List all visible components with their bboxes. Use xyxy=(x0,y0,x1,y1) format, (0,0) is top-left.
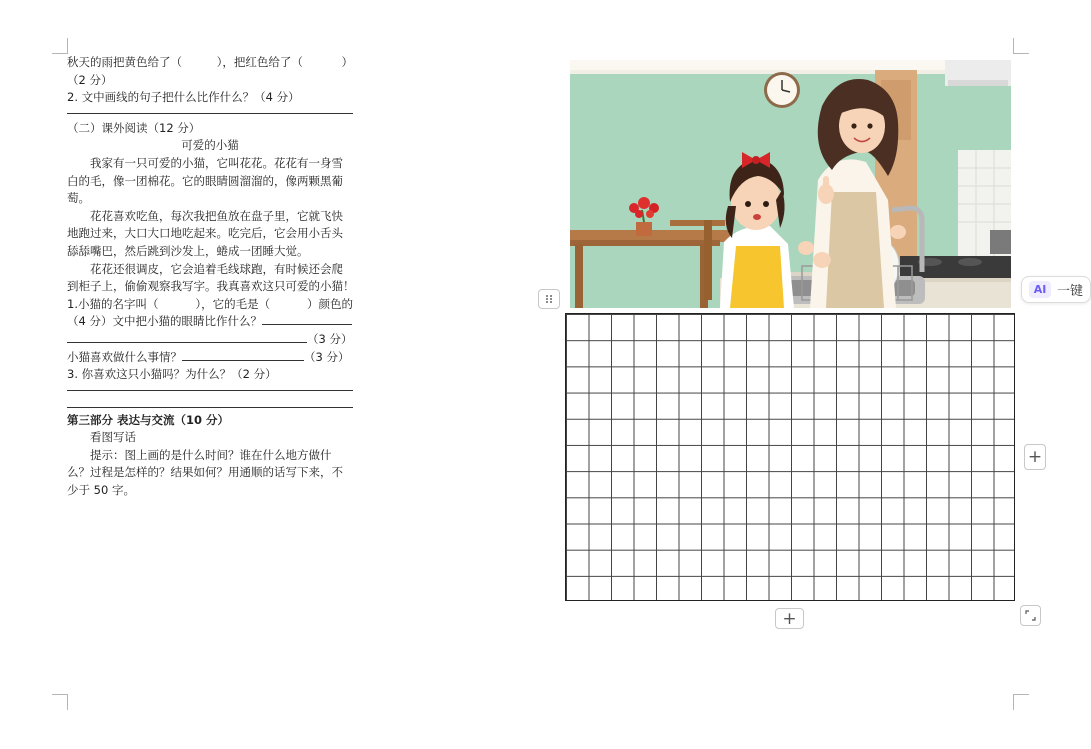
plus-icon: + xyxy=(782,608,797,629)
add-row-button[interactable] xyxy=(775,608,804,629)
question-line: （4 分）文中把小猫的眼睛比作什么？ xyxy=(67,313,353,331)
page-corner-mark xyxy=(52,38,68,54)
task-title: 看图写话 xyxy=(90,430,136,445)
question-line: （3 分） xyxy=(67,331,353,349)
passage-line: 白的毛，像一团棉花。它的眼睛圆溜溜的，像两颗黑葡 xyxy=(67,173,343,188)
page-corner-mark xyxy=(1013,694,1029,710)
ai-icon: AI xyxy=(1029,281,1051,298)
passage-line: 舔舔嘴巴，然后跳到沙发上，蜷成一团睡大觉。 xyxy=(67,243,309,258)
add-column-button[interactable] xyxy=(1024,444,1046,470)
left-column-text xyxy=(67,54,353,500)
question-1: 1.小猫的名字叫（ ），它的毛是（ ）颜色的 xyxy=(67,296,353,311)
page-corner-mark xyxy=(52,694,68,710)
passage-title: 可爱的小猫 xyxy=(181,138,239,153)
drag-handle-icon[interactable] xyxy=(538,289,560,309)
page-corner-mark xyxy=(1013,38,1029,54)
ai-assistant-button[interactable] xyxy=(1021,276,1091,303)
passage-line: 萄。 xyxy=(67,191,90,206)
plus-icon: + xyxy=(1027,447,1043,467)
question-line: 秋天的雨把黄色给了（ ），把红色给了（ ） xyxy=(67,55,353,69)
answer-blank[interactable] xyxy=(262,313,352,325)
hint-line: 么？过程是怎样的？结果如何？用通顺的话写下来，不 xyxy=(67,465,343,480)
question-2: 2. 文中画线的句子把什么比作什么？（4 分） xyxy=(67,90,300,105)
answer-blank[interactable] xyxy=(182,349,304,361)
section-heading: （二）课外阅读（12 分） xyxy=(67,120,201,135)
ai-button-label: 一键 xyxy=(1057,284,1084,299)
hint-line: 提示：图上画的是什么时间？谁在什么地方做什 xyxy=(90,447,332,462)
answer-blank[interactable] xyxy=(67,331,307,343)
question-3: 3. 你喜欢这只小猫吗？为什么？（2 分） xyxy=(67,367,277,382)
section-heading: 第三部分 表达与交流（10 分） xyxy=(67,412,230,427)
resize-icon[interactable] xyxy=(1020,605,1041,626)
passage-line: 地跑过来，大口大口地吃起来。吃完后，它会用小舌头 xyxy=(67,226,343,241)
score-line: （2 分） xyxy=(67,72,113,87)
illustration-image[interactable] xyxy=(570,60,1011,308)
passage-line: 我家有一只可爱的小猫，它叫花花。花花有一身雪 xyxy=(90,155,343,170)
passage-line: 到柜子上，偷偷观察我写字。我真喜欢这只可爱的小猫！ xyxy=(67,279,355,294)
passage-line: 花花喜欢吃鱼，每次我把鱼放在盘子里，它就飞快 xyxy=(90,208,343,223)
question-line: 小猫喜欢做什么事情？ （3 分） xyxy=(67,349,350,364)
passage-line: 花花还很调皮，它会追着毛线球跑，有时候还会爬 xyxy=(90,261,343,276)
hint-line: 少于 50 字。 xyxy=(67,483,135,498)
writing-grid[interactable] xyxy=(565,313,1015,601)
